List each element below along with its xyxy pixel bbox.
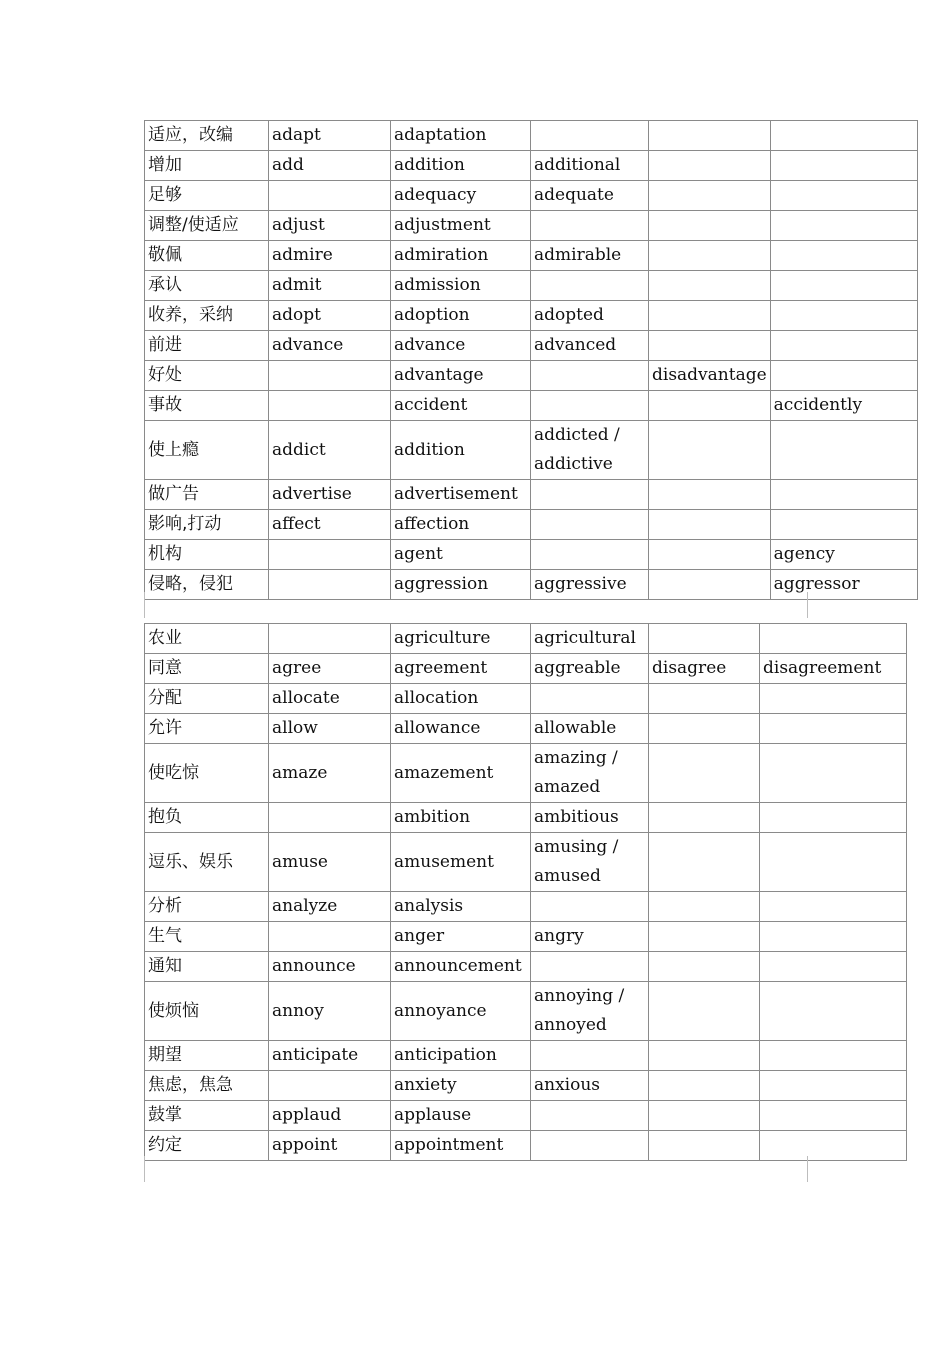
verb-cell: advertise xyxy=(269,480,391,510)
antonym-cell xyxy=(649,803,760,833)
extra-form-cell: accidently xyxy=(770,391,917,421)
table-row xyxy=(145,271,918,301)
table-row xyxy=(145,714,907,744)
adjective-cell: adopted xyxy=(531,301,649,331)
verb-cell xyxy=(269,1071,391,1101)
antonym-cell xyxy=(649,922,760,952)
adjective-cell: annoying / annoyed xyxy=(531,982,649,1041)
adjective-cell: anxious xyxy=(531,1071,649,1101)
chinese-meaning-cell: 做广告 xyxy=(145,480,269,510)
noun-cell: aggression xyxy=(391,570,531,600)
noun-cell: accident xyxy=(391,391,531,421)
antonym-cell xyxy=(649,540,771,570)
extra-form-cell xyxy=(760,982,907,1041)
noun-cell: adjustment xyxy=(391,211,531,241)
adjective-cell: angry xyxy=(531,922,649,952)
table-row xyxy=(145,301,918,331)
adjective-cell xyxy=(531,1101,649,1131)
adjective-cell: amazing / amazed xyxy=(531,744,649,803)
chinese-meaning-cell: 足够 xyxy=(145,181,269,211)
extra-form-cell xyxy=(760,1101,907,1131)
antonym-cell xyxy=(649,952,760,982)
noun-cell: agreement xyxy=(391,654,531,684)
verb-cell: anticipate xyxy=(269,1041,391,1071)
adjective-cell: admirable xyxy=(531,241,649,271)
antonym-cell xyxy=(649,331,771,361)
antonym-cell xyxy=(649,151,771,181)
antonym-cell xyxy=(649,714,760,744)
table-row xyxy=(145,1071,907,1101)
chinese-meaning-cell: 侵略，侵犯 xyxy=(145,570,269,600)
chinese-meaning-cell: 事故 xyxy=(145,391,269,421)
noun-cell: anger xyxy=(391,922,531,952)
extra-form-cell xyxy=(760,684,907,714)
chinese-meaning-cell: 通知 xyxy=(145,952,269,982)
verb-cell xyxy=(269,922,391,952)
verb-cell: amaze xyxy=(269,744,391,803)
antonym-cell xyxy=(649,211,771,241)
adjective-cell: additional xyxy=(531,151,649,181)
noun-cell: applause xyxy=(391,1101,531,1131)
adjective-cell xyxy=(531,271,649,301)
extra-form-cell xyxy=(760,803,907,833)
noun-cell: anticipation xyxy=(391,1041,531,1071)
noun-cell: amusement xyxy=(391,833,531,892)
adjective-cell xyxy=(531,510,649,540)
table-row xyxy=(145,684,907,714)
verb-cell: allocate xyxy=(269,684,391,714)
noun-cell: amazement xyxy=(391,744,531,803)
antonym-cell xyxy=(649,833,760,892)
antonym-cell xyxy=(649,421,771,480)
antonym-cell xyxy=(649,510,771,540)
chinese-meaning-cell: 敬佩 xyxy=(145,241,269,271)
noun-cell: analysis xyxy=(391,892,531,922)
extra-form-cell xyxy=(760,714,907,744)
chinese-meaning-cell: 分配 xyxy=(145,684,269,714)
adjective-cell xyxy=(531,121,649,151)
noun-cell: addition xyxy=(391,421,531,480)
noun-cell: agriculture xyxy=(391,624,531,654)
noun-cell: advertisement xyxy=(391,480,531,510)
chinese-meaning-cell: 前进 xyxy=(145,331,269,361)
adjective-cell xyxy=(531,361,649,391)
verb-cell: adopt xyxy=(269,301,391,331)
chinese-meaning-cell: 使上瘾 xyxy=(145,421,269,480)
verb-cell: adjust xyxy=(269,211,391,241)
antonym-cell xyxy=(649,892,760,922)
extra-form-cell: aggressor xyxy=(770,570,917,600)
antonym-cell xyxy=(649,121,771,151)
table-row xyxy=(145,510,918,540)
chinese-meaning-cell: 好处 xyxy=(145,361,269,391)
antonym-cell: disadvantage xyxy=(649,361,771,391)
noun-cell: annoyance xyxy=(391,982,531,1041)
verb-cell xyxy=(269,624,391,654)
verb-cell: admit xyxy=(269,271,391,301)
chinese-meaning-cell: 期望 xyxy=(145,1041,269,1071)
verb-cell: advance xyxy=(269,331,391,361)
antonym-cell xyxy=(649,301,771,331)
extra-form-cell xyxy=(770,421,917,480)
table-row xyxy=(145,892,907,922)
antonym-cell xyxy=(649,1071,760,1101)
noun-cell: advance xyxy=(391,331,531,361)
noun-cell: advantage xyxy=(391,361,531,391)
extra-form-cell xyxy=(770,271,917,301)
table-row xyxy=(145,480,918,510)
extra-form-cell xyxy=(760,833,907,892)
vocabulary-table-1 xyxy=(144,120,918,600)
noun-cell: admission xyxy=(391,271,531,301)
adjective-cell xyxy=(531,480,649,510)
verb-cell: amuse xyxy=(269,833,391,892)
table-row xyxy=(145,121,918,151)
table-row xyxy=(145,391,918,421)
table-row xyxy=(145,952,907,982)
adjective-cell: addicted / addictive xyxy=(531,421,649,480)
chinese-meaning-cell: 分析 xyxy=(145,892,269,922)
verb-cell: analyze xyxy=(269,892,391,922)
verb-cell xyxy=(269,540,391,570)
verb-cell: allow xyxy=(269,714,391,744)
table-row xyxy=(145,803,907,833)
verb-cell: addict xyxy=(269,421,391,480)
adjective-cell xyxy=(531,952,649,982)
verb-cell: announce xyxy=(269,952,391,982)
table-row xyxy=(145,361,918,391)
table-row xyxy=(145,211,918,241)
noun-cell: adaptation xyxy=(391,121,531,151)
antonym-cell xyxy=(649,1101,760,1131)
noun-cell: appointment xyxy=(391,1131,531,1161)
chinese-meaning-cell: 机构 xyxy=(145,540,269,570)
table-row xyxy=(145,654,907,684)
extra-form-cell xyxy=(770,241,917,271)
noun-cell: adoption xyxy=(391,301,531,331)
antonym-cell xyxy=(649,241,771,271)
adjective-cell: agricultural xyxy=(531,624,649,654)
table-row xyxy=(145,421,918,480)
antonym-cell xyxy=(649,744,760,803)
antonym-cell xyxy=(649,480,771,510)
chinese-meaning-cell: 鼓掌 xyxy=(145,1101,269,1131)
verb-cell: adapt xyxy=(269,121,391,151)
noun-cell: agent xyxy=(391,540,531,570)
noun-cell: adequacy xyxy=(391,181,531,211)
verb-cell xyxy=(269,181,391,211)
chinese-meaning-cell: 抱负 xyxy=(145,803,269,833)
adjective-cell xyxy=(531,892,649,922)
chinese-meaning-cell: 农业 xyxy=(145,624,269,654)
extra-form-cell xyxy=(760,922,907,952)
verb-cell: appoint xyxy=(269,1131,391,1161)
vocabulary-table-2 xyxy=(144,623,907,1161)
verb-cell xyxy=(269,361,391,391)
noun-cell: announcement xyxy=(391,952,531,982)
table-row xyxy=(145,181,918,211)
table-1-body xyxy=(145,121,918,600)
extra-form-cell xyxy=(770,151,917,181)
table-row xyxy=(145,982,907,1041)
extra-form-cell xyxy=(770,181,917,211)
adjective-cell: aggreable xyxy=(531,654,649,684)
antonym-cell xyxy=(649,181,771,211)
verb-cell xyxy=(269,803,391,833)
verb-cell: agree xyxy=(269,654,391,684)
extra-form-cell xyxy=(770,331,917,361)
extra-form-cell: disagreement xyxy=(760,654,907,684)
noun-cell: affection xyxy=(391,510,531,540)
antonym-cell xyxy=(649,271,771,301)
table-row xyxy=(145,744,907,803)
chinese-meaning-cell: 焦虑，焦急 xyxy=(145,1071,269,1101)
extra-form-cell xyxy=(770,121,917,151)
extra-form-cell xyxy=(760,624,907,654)
extra-form-cell: agency xyxy=(770,540,917,570)
table-end-gap xyxy=(144,1156,808,1182)
table-row xyxy=(145,241,918,271)
extra-form-cell xyxy=(770,480,917,510)
antonym-cell xyxy=(649,982,760,1041)
extra-form-cell xyxy=(770,301,917,331)
table-row xyxy=(145,1101,907,1131)
noun-cell: anxiety xyxy=(391,1071,531,1101)
table-row xyxy=(145,833,907,892)
table-row xyxy=(145,624,907,654)
table-2-body xyxy=(145,624,907,1161)
chinese-meaning-cell: 适应，改编 xyxy=(145,121,269,151)
chinese-meaning-cell: 收养，采纳 xyxy=(145,301,269,331)
extra-form-cell xyxy=(760,1071,907,1101)
adjective-cell: adequate xyxy=(531,181,649,211)
extra-form-cell xyxy=(760,744,907,803)
table-row xyxy=(145,331,918,361)
chinese-meaning-cell: 约定 xyxy=(145,1131,269,1161)
chinese-meaning-cell: 调整/使适应 xyxy=(145,211,269,241)
extra-form-cell xyxy=(760,952,907,982)
chinese-meaning-cell: 影响,打动 xyxy=(145,510,269,540)
antonym-cell xyxy=(649,684,760,714)
adjective-cell xyxy=(531,211,649,241)
noun-cell: addition xyxy=(391,151,531,181)
antonym-cell xyxy=(649,624,760,654)
verb-cell: admire xyxy=(269,241,391,271)
adjective-cell: allowable xyxy=(531,714,649,744)
antonym-cell: disagree xyxy=(649,654,760,684)
chinese-meaning-cell: 同意 xyxy=(145,654,269,684)
extra-form-cell xyxy=(760,892,907,922)
table-row xyxy=(145,922,907,952)
adjective-cell: advanced xyxy=(531,331,649,361)
chinese-meaning-cell: 使烦恼 xyxy=(145,982,269,1041)
chinese-meaning-cell: 承认 xyxy=(145,271,269,301)
adjective-cell: amusing / amused xyxy=(531,833,649,892)
verb-cell xyxy=(269,391,391,421)
chinese-meaning-cell: 逗乐、娱乐 xyxy=(145,833,269,892)
adjective-cell xyxy=(531,1041,649,1071)
extra-form-cell xyxy=(760,1041,907,1071)
table-row xyxy=(145,1041,907,1071)
noun-cell: admiration xyxy=(391,241,531,271)
adjective-cell xyxy=(531,684,649,714)
adjective-cell xyxy=(531,540,649,570)
extra-form-cell xyxy=(770,211,917,241)
noun-cell: ambition xyxy=(391,803,531,833)
noun-cell: allocation xyxy=(391,684,531,714)
verb-cell: affect xyxy=(269,510,391,540)
table-gap xyxy=(144,592,808,618)
adjective-cell: aggressive xyxy=(531,570,649,600)
adjective-cell xyxy=(531,391,649,421)
extra-form-cell xyxy=(770,361,917,391)
chinese-meaning-cell: 允许 xyxy=(145,714,269,744)
adjective-cell: ambitious xyxy=(531,803,649,833)
antonym-cell xyxy=(649,391,771,421)
verb-cell: add xyxy=(269,151,391,181)
table-row xyxy=(145,151,918,181)
verb-cell: applaud xyxy=(269,1101,391,1131)
chinese-meaning-cell: 增加 xyxy=(145,151,269,181)
extra-form-cell xyxy=(770,510,917,540)
chinese-meaning-cell: 生气 xyxy=(145,922,269,952)
chinese-meaning-cell: 使吃惊 xyxy=(145,744,269,803)
noun-cell: allowance xyxy=(391,714,531,744)
verb-cell: annoy xyxy=(269,982,391,1041)
antonym-cell xyxy=(649,1041,760,1071)
table-row xyxy=(145,540,918,570)
